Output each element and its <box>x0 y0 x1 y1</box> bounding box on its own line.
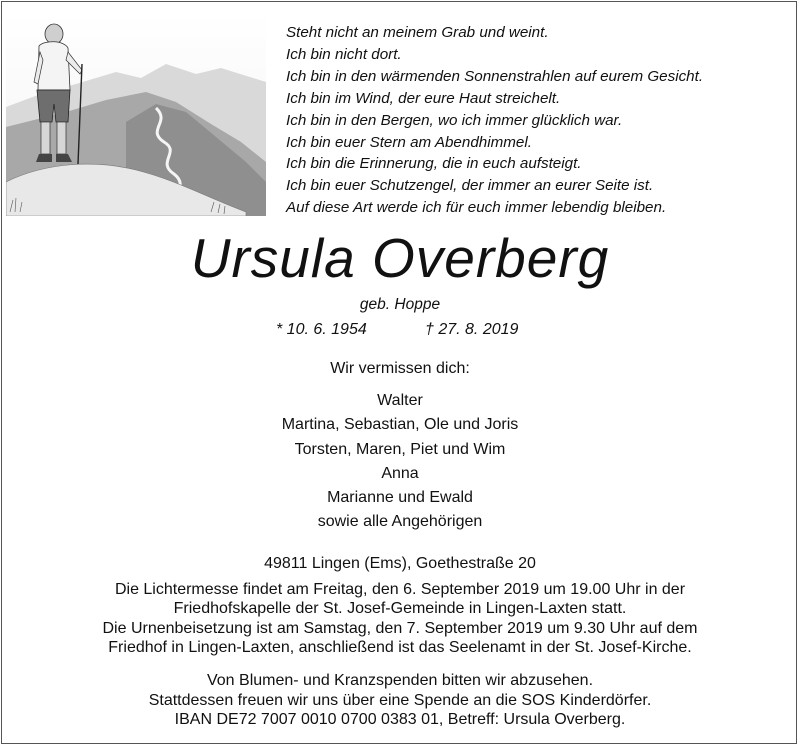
burial-text: Die Urnenbeisetzung ist am Samstag, den 7. September 2019 um 9.30 Uhr auf dem <box>102 619 698 637</box>
mourner-line: Walter <box>377 392 423 410</box>
mourner-line: Anna <box>381 464 419 482</box>
poem-line: Auf diese Art werde ich für euch immer lebendig bleiben. <box>286 199 667 217</box>
address: 49811 Lingen (Ems), Goethestraße 20 <box>264 555 536 572</box>
mourner-line: Torsten, Maren, Piet und Wim <box>294 440 506 458</box>
poem-line: Steht nicht an meinem Grab und weint. <box>286 24 549 41</box>
poem-line: Ich bin im Wind, der eure Haut streichelt. <box>286 89 561 107</box>
poem-line: Ich bin in den Bergen, wo ich immer glücklich war. <box>286 111 623 129</box>
poem-line: Ich bin nicht dort. <box>286 45 402 63</box>
closing-line: Von Blumen- und Kranzspenden bitten wir abzusehen. <box>206 672 594 689</box>
burial-text: Friedhof in Lingen-Laxten, anschließend ist das Seelenamt in der St. Josef-Kirche. <box>108 639 692 657</box>
service-text: Die Lichtermesse findet am Freitag, den 6. September 2019 um 19.00 Uhr in der <box>114 580 686 598</box>
donation-note <box>0 671 800 730</box>
poem-line: Ich bin die Erinnerung, die in euch aufsteigt. <box>286 155 582 173</box>
mourner-line: sowie alle Angehörigen <box>317 513 483 531</box>
service-info <box>0 554 800 658</box>
mourner-line: Martina, Sebastian, Ole und Joris <box>281 416 519 434</box>
memorial-poem <box>286 22 703 219</box>
mourner-line: Marianne und Ewald <box>327 489 473 507</box>
mourners-list <box>0 357 800 534</box>
maiden-name: geb. Hoppe <box>359 296 441 313</box>
mourners-intro: Wir vermissen dich: <box>330 360 470 377</box>
deceased-name: Ursula Overberg <box>190 227 610 289</box>
hiker-mountain-illustration <box>6 12 266 216</box>
closing-line: IBAN DE72 7007 0010 0700 0383 01, Betreff: Ursula Overberg. <box>174 711 626 729</box>
closing-line: Stattdessen freuen wir uns über eine Spende an die SOS Kinderdörfer. <box>148 691 652 709</box>
poem-line: Ich bin euer Schutzengel, der immer an eurer Seite ist. <box>286 177 654 195</box>
service-text: Friedhofskapelle der St. Josef-Gemeinde in Lingen-Laxten statt. <box>173 600 627 618</box>
poem-line: Ich bin in den wärmenden Sonnenstrahlen auf eurem Gesicht. <box>286 67 704 85</box>
birth-date: * 10. 6. 1954 <box>276 321 367 338</box>
death-date: † 27. 8. 2019 <box>425 321 519 338</box>
poem-line: Ich bin euer Stern am Abendhimmel. <box>286 133 532 151</box>
